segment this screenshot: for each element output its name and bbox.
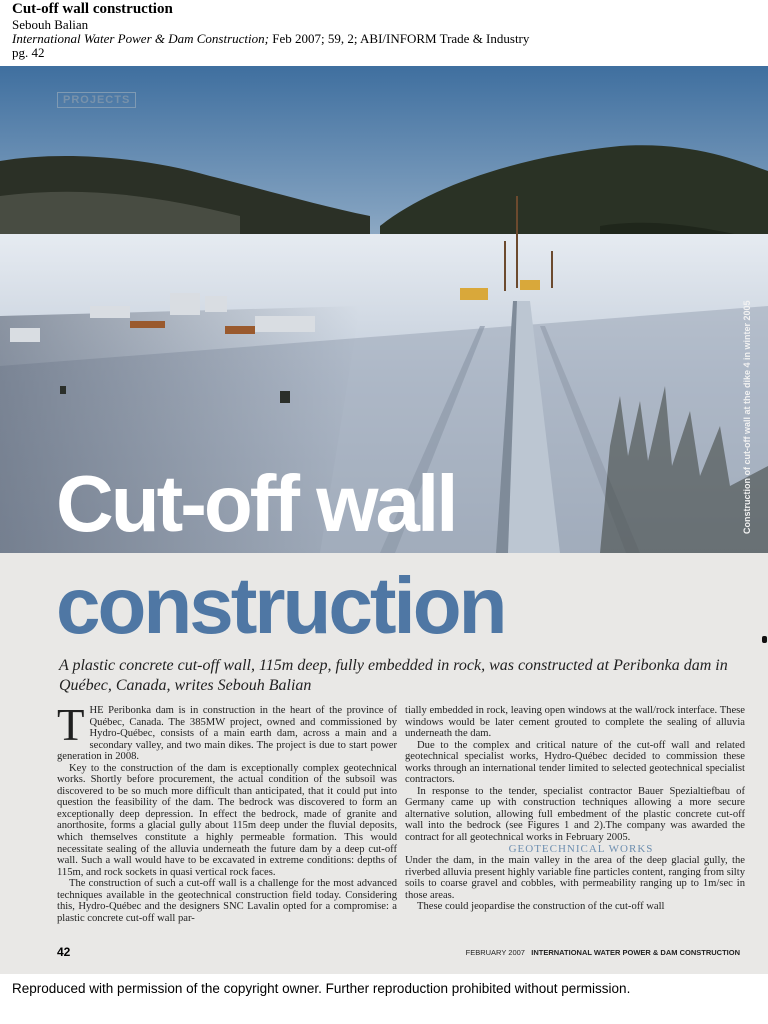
body-paragraph xyxy=(57,700,397,763)
citation-page: pg. 42 xyxy=(12,45,45,60)
section-label: PROJECTS xyxy=(57,92,136,108)
scan-edge-mark xyxy=(762,636,767,643)
citation-author: Sebouh Balian xyxy=(12,17,89,32)
citation-header xyxy=(12,0,756,60)
body-paragraph: The construction of such a cut-off wall is a challenge for the most advanced techniques available in the geotechnical construction field today. Considering this, Hydro-Québec and the designers SNC Lavalin opted for a compromise: a plastic concrete cut-off wall par- xyxy=(57,878,397,924)
body-column-left xyxy=(57,700,397,924)
paragraph-text: HE Peribonka dam is in construction in the heart of the province of Québec, Canada. The 385MW project, owned and commissioned by Hydro-Québec, consists of a main earth dam, across a main and a secondary valley, and two main dikes. The project is due to start power generation in 2008. xyxy=(57,705,397,763)
citation-details: Feb 2007; 59, 2; ABI/INFORM Trade & Industry xyxy=(269,31,530,46)
citation-source xyxy=(12,32,756,46)
body-paragraph: These could jeopardise the construction of the cut-off wall xyxy=(417,901,665,913)
drop-cap: T xyxy=(57,700,85,750)
body-paragraph: tially embedded in rock, leaving open windows at the wall/rock interface. These windows would be later cement grouted to complete the sealing of alluvia underneath the dam. xyxy=(405,705,745,740)
body-paragraph: In response to the tender, specialist contractor Bauer Spezialtiefbau of Germany came up with construction techniques allowing a more secure alternative solution, allowing full embedment of the plastic concrete cut-off wall into the bedrock (see Figures 1 and 2).The company was awarded the contract for all geotechnical works in February 2005. xyxy=(405,785,745,844)
running-footer xyxy=(466,948,740,957)
body-column-right xyxy=(405,705,745,913)
body-paragraph: Under the dam, in the main valley in the area of the deep glacial gully, the riverbed alluvia present highly variable fine particles content, ranging from silty soils to coarse gravel and cobbles, with permeability ranging up to 1m/sec in those areas. xyxy=(405,855,745,901)
body-paragraph: Key to the construction of the dam is exceptionally complex geotechnical works. Shortly before procurement, the actual condition of the subsoil was discovered to be so much more difficult than anticipated, that it could put into question the feasibility of the dam. The bedrock was discovered to form an exceptionally deep depression. In effect the bedrock, made of granite and anorthosite, forms a glacial gully about 115m deep under the fluvial deposits, which themselves constitute a highly permeable formation. This would necessitate sealing of the alluvia underneath the future dam by a deep cut-off wall. Such a wall would have to be excavated in extreme conditions: depths of 115m, and rock sockets in quasi vertical rock faces. xyxy=(57,762,397,878)
headline-line-1: Cut-off wall xyxy=(56,459,456,548)
photo-caption: Construction of cut-off wall at the dike 4 in winter 2005 xyxy=(742,300,752,534)
citation-title: Cut-off wall construction xyxy=(12,1,173,17)
copyright-notice: Reproduced with permission of the copyright owner. Further reproduction prohibited without permission. xyxy=(12,981,631,996)
subheading: GEOTECHNICAL WORKS xyxy=(508,842,654,855)
footer-date: FEBRUARY 2007 xyxy=(465,948,525,957)
footer-magazine: INTERNATIONAL WATER POWER & DAM CONSTRUCTION xyxy=(531,948,740,957)
scanned-article-page xyxy=(0,66,768,974)
headline-line-2: construction xyxy=(56,561,505,650)
page-number: 42 xyxy=(57,945,71,959)
standfirst: A plastic concrete cut-off wall, 115m deep, fully embedded in rock, was constructed at Peribonka dam in Québec, Canada, writes Sebouh Balian xyxy=(59,657,728,694)
body-paragraph: Due to the complex and critical nature of the cut-off wall and related geotechnical specialist works, Hydro-Québec decided to commission these works through an international tender limited to selected geotechnical specialist contractors. xyxy=(405,739,745,786)
citation-journal: International Water Power & Dam Construction; xyxy=(12,31,269,46)
